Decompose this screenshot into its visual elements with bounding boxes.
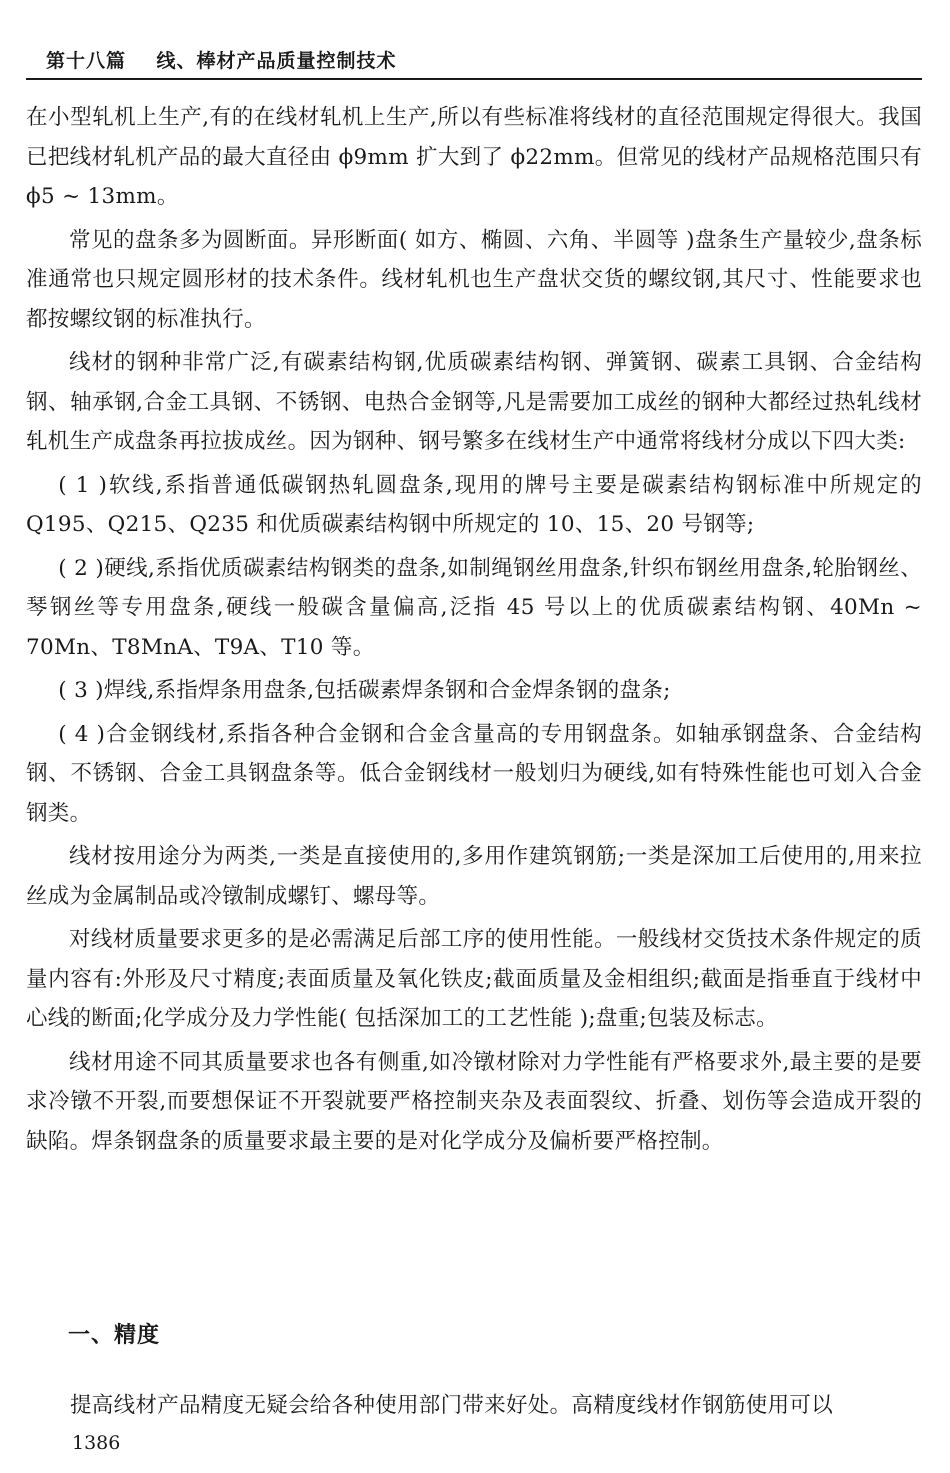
paragraph: 常见的盘条多为圆断面。异形断面( 如方、椭圆、六角、半圆等 )盘条生产量较少,盘条标准通常也只规定圆形材的技术条件。线材轧机也生产盘状交货的螺纹钢,其尺寸、性能要求也都按螺纹钢的标准执行。 — [26, 227, 922, 332]
list-item: ( 2 )硬线,系指优质碳素结构钢类的盘条,如制绳钢丝用盘条,针织布钢丝用盘条,轮胎钢丝、琴钢丝等专用盘条,硬线一般碳含量偏高,泛指 45 号以上的优质碳素结构钢、40Mn ~ 70Mn、T8MnA、T9A、T10 等。 — [26, 555, 922, 660]
page-header — [26, 42, 922, 80]
list-item: ( 3 )焊线,系指焊条用盘条,包括碳素焊条钢和合金焊条钢的盘条; — [58, 678, 671, 703]
paragraph: 线材的钢种非常广泛,有碳素结构钢,优质碳素结构钢、弹簧钢、碳素工具钢、合金结构钢、轴承钢,合金工具钢、不锈钢、电热合金钢等,凡是需要加工成丝的钢种大都经过热轧线材轧机生产成盘条再拉拔成丝。因为钢种、钢号繁多在线材生产中通常将线材分成以下四大类: — [26, 350, 922, 454]
paragraph: 线材用途不同其质量要求也各有侧重,如冷镦材除对力学性能有严格要求外,最主要的是要求冷镦不开裂,而要想保证不开裂就要严格控制夹杂及表面裂纹、折叠、划伤等会造成开裂的缺陷。焊条钢盘条的质量要求最主要的是对化学成分及偏析要严格控制。 — [26, 1049, 922, 1154]
body-text — [26, 98, 922, 1161]
section-heading: 一、精度 — [68, 1323, 161, 1348]
section-first-line: 提高线材产品精度无疑会给各种使用部门带来好处。高精度线材作钢筋使用可以 — [70, 1393, 834, 1418]
page-number: 1386 — [72, 1432, 121, 1454]
list-item: ( 4 )合金钢线材,系指各种合金钢和合金含量高的专用钢盘条。如轴承钢盘条、合金结构钢、不锈钢、合金工具钢盘条等。低合金钢线材一般划归为硬线,如有特殊性能也可划入合金钢类。 — [26, 721, 922, 826]
paragraph: 线材按用途分为两类,一类是直接使用的,多用作建筑钢筋;一类是深加工后使用的,用来拉丝成为金属制品或冷镦制成螺钉、螺母等。 — [26, 844, 922, 909]
list-item: ( 1 )软线,系指普通低碳钢热轧圆盘条,现用的牌号主要是碳素结构钢标准中所规定的 Q195、Q215、Q235 和优质碳素结构钢中所规定的 10、15、20 号钢等; — [26, 472, 922, 537]
paragraph: 对线材质量要求更多的是必需满足后部工序的使用性能。一般线材交货技术条件规定的质量内容有:外形及尺寸精度;表面质量及氧化铁皮;截面质量及金相组织;截面是指垂直于线材中心线的断面;化学成分及力学性能( 包括深加工的工艺性能 );盘重;包装及标志。 — [26, 927, 922, 1031]
header-title: 第十八篇 线、棒材产品质量控制技术 — [46, 50, 397, 72]
paragraph: 在小型轧机上生产,有的在线材轧机上生产,所以有些标准将线材的直径范围规定得很大。我国已把线材轧机产品的最大直径由 ϕ9mm 扩大到了 ϕ22mm。但常见的线材产品规格范围只有 ϕ5 ~ 13mm。 — [26, 105, 922, 209]
